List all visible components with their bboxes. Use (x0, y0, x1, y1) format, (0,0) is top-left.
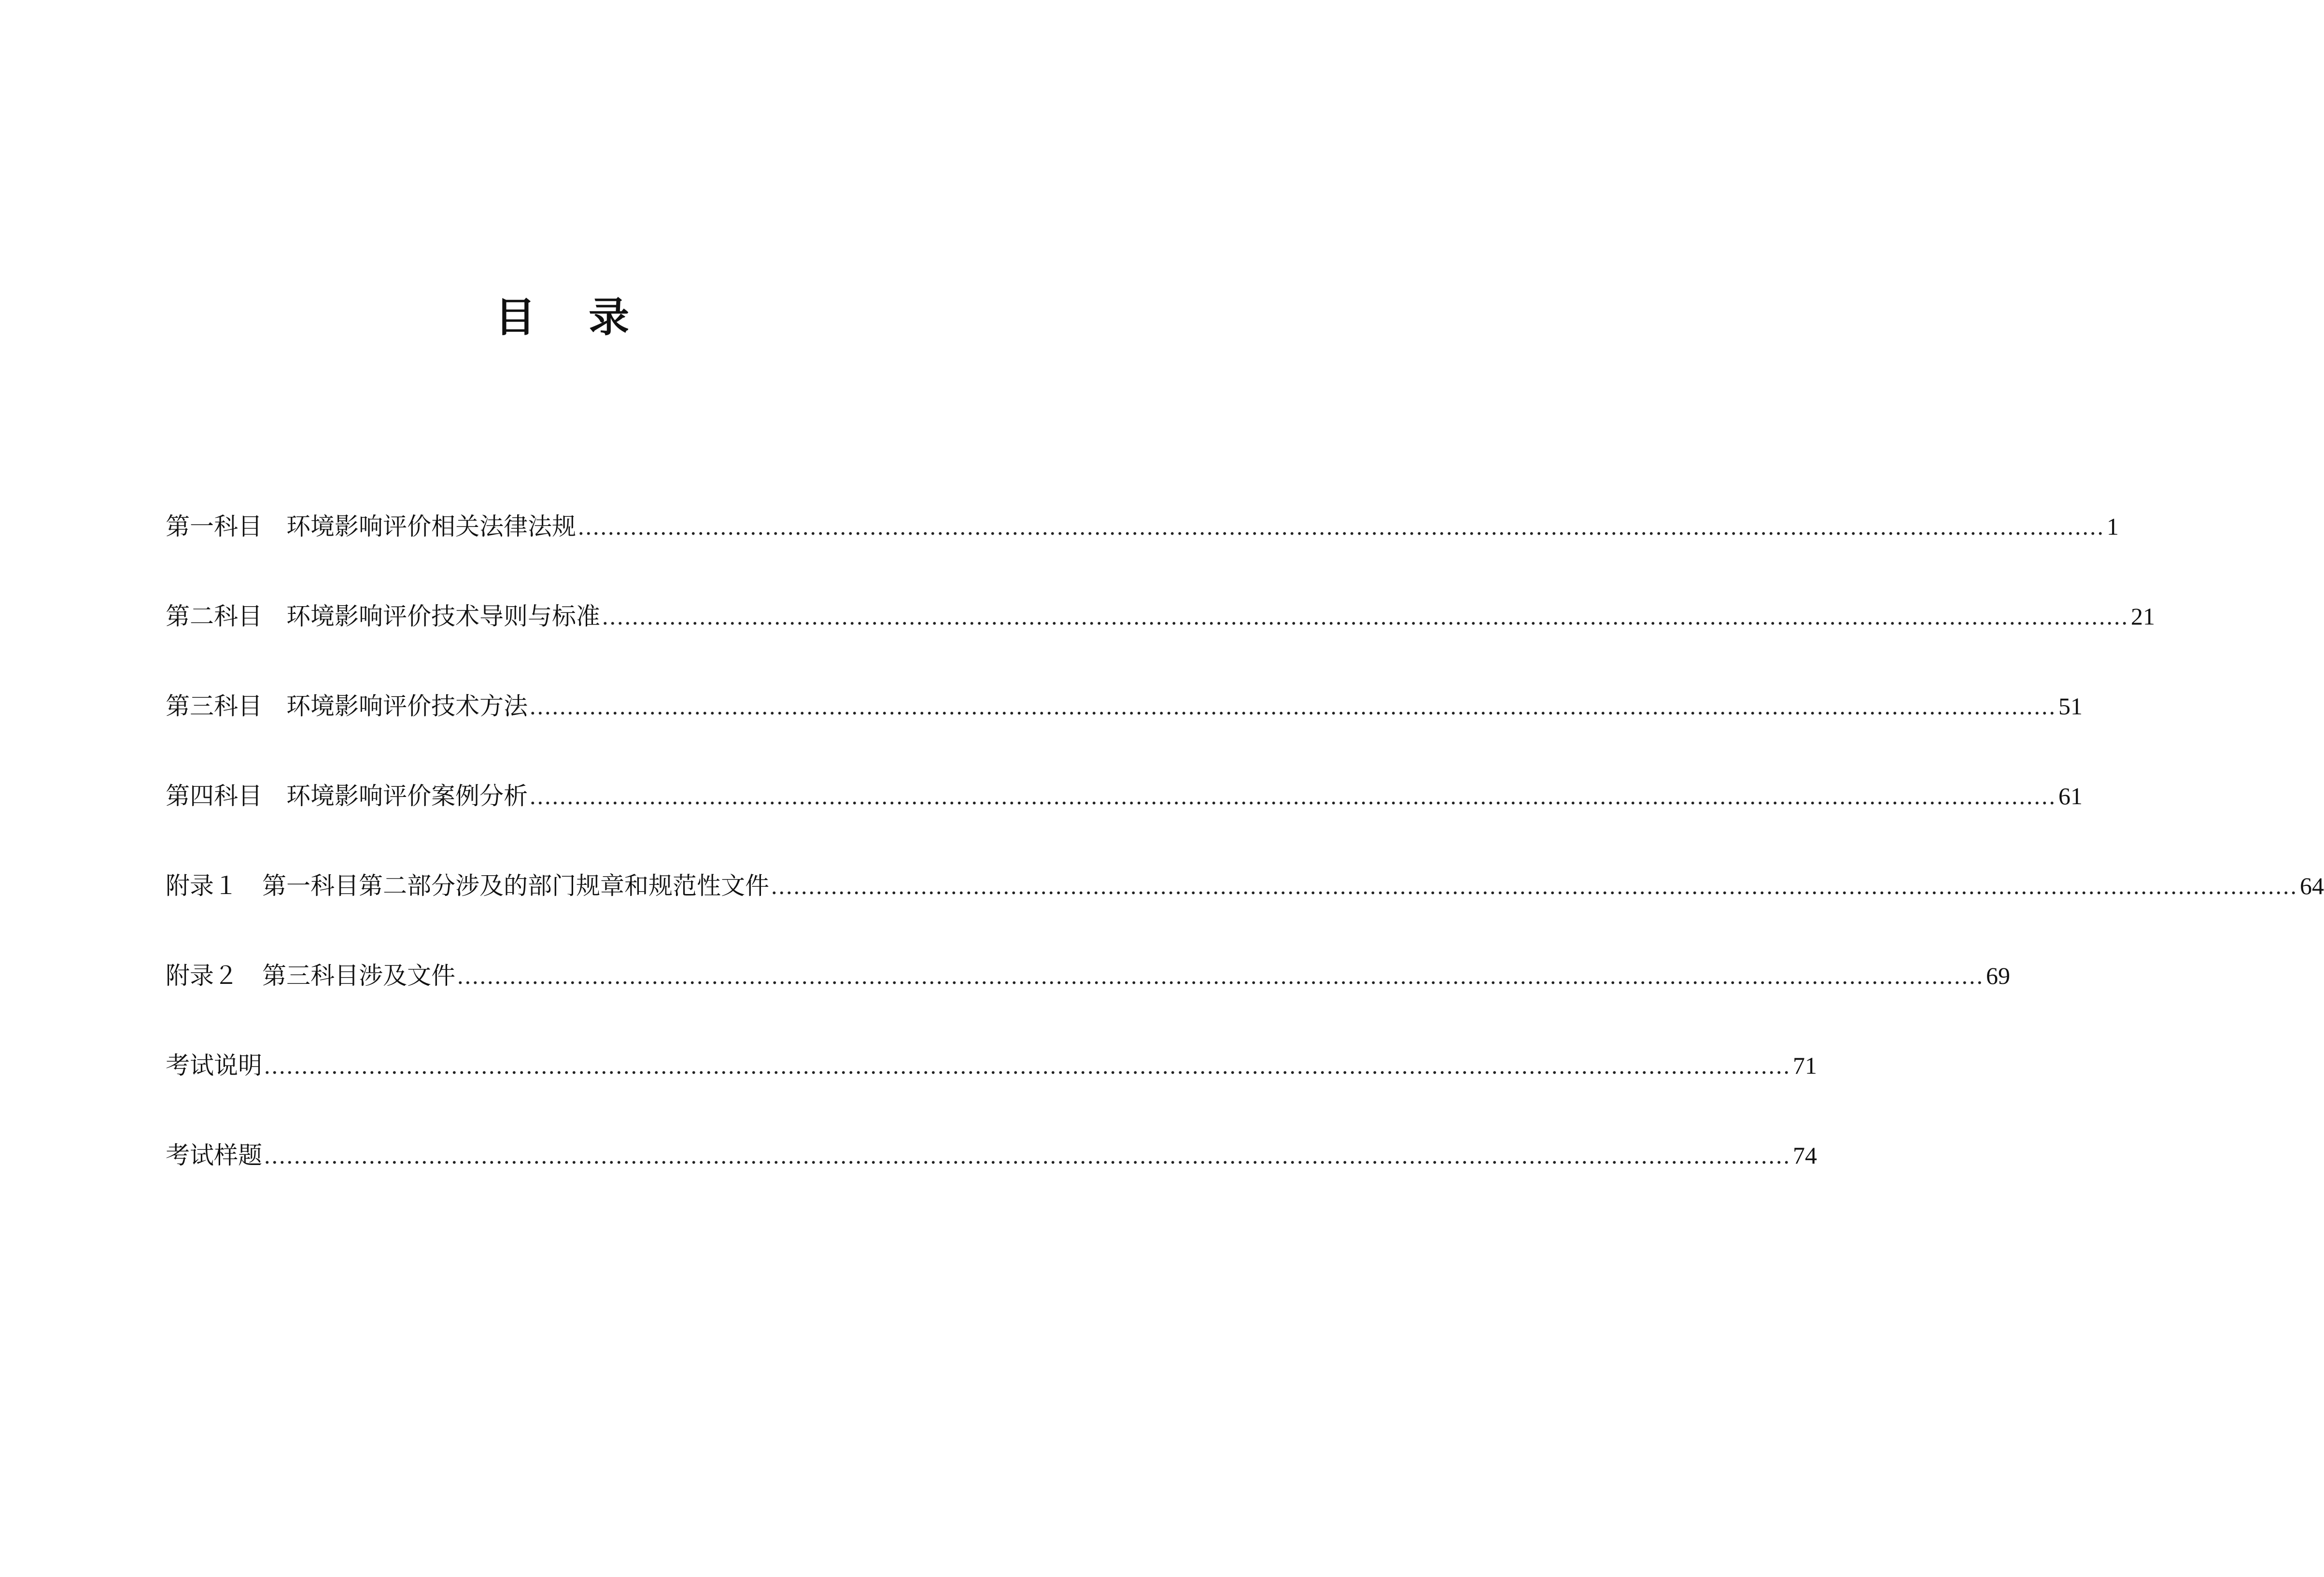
toc-entry[interactable] (166, 956, 2010, 1046)
toc-leader-dots: ............................................................................................................................................................................................................ (578, 513, 2105, 540)
toc-leader-dots: ............................................................................................................................................................................................................ (264, 1142, 1791, 1169)
toc-entry-page: 64 (2300, 872, 2324, 899)
page-title (0, 285, 1124, 343)
toc-entry-label: 考试说明 (166, 1051, 262, 1080)
toc-entry[interactable] (166, 597, 2155, 687)
toc-entry-label: 附录２ 第三科目涉及文件 (166, 962, 455, 990)
toc-leader-dots: ............................................................................................................................................................................................................ (457, 962, 1984, 989)
toc-entry[interactable] (166, 777, 2083, 867)
toc-entry-page: 74 (1793, 1142, 1817, 1169)
page-title-char-1: 目 (494, 293, 535, 341)
toc-entry-label: 第二科目 环境影响评价技术导则与标准 (166, 602, 600, 630)
toc-entry-page: 21 (2131, 603, 2155, 630)
toc-entry-page: 61 (2058, 782, 2083, 810)
toc-entry[interactable] (166, 687, 2083, 777)
page-title-char-2: 录 (589, 293, 630, 341)
toc-entry[interactable] (166, 507, 2119, 597)
toc-leader-dots: ............................................................................................................................................................................................................ (530, 693, 2056, 720)
toc-entry[interactable] (166, 1136, 1817, 1226)
toc-entry[interactable] (166, 1046, 1817, 1136)
toc-leader-dots: ............................................................................................................................................................................................................ (530, 782, 2056, 810)
toc-entry-label: 第四科目 环境影响评价案例分析 (166, 782, 528, 810)
toc-leader-dots: ............................................................................................................................................................................................................ (602, 603, 2129, 630)
toc-entry-page: 51 (2058, 693, 2083, 720)
toc-entry-page: 1 (2107, 513, 2119, 540)
toc-leader-dots: ............................................................................................................................................................................................................ (264, 1052, 1791, 1079)
toc-entry-page: 69 (1986, 962, 2010, 989)
table-of-contents (166, 507, 2324, 1226)
toc-entry-page: 71 (1793, 1052, 1817, 1079)
toc-entry-label: 第一科目 环境影响评价相关法律法规 (166, 512, 576, 540)
toc-entry-label: 考试样题 (166, 1141, 262, 1169)
toc-entry-label: 第三科目 环境影响评价技术方法 (166, 692, 528, 720)
toc-leader-dots: ............................................................................................................................................................................................................ (771, 872, 2298, 899)
toc-entry-label: 附录１ 第一科目第二部分涉及的部门规章和规范性文件 (166, 872, 769, 900)
toc-entry[interactable] (166, 867, 2324, 956)
